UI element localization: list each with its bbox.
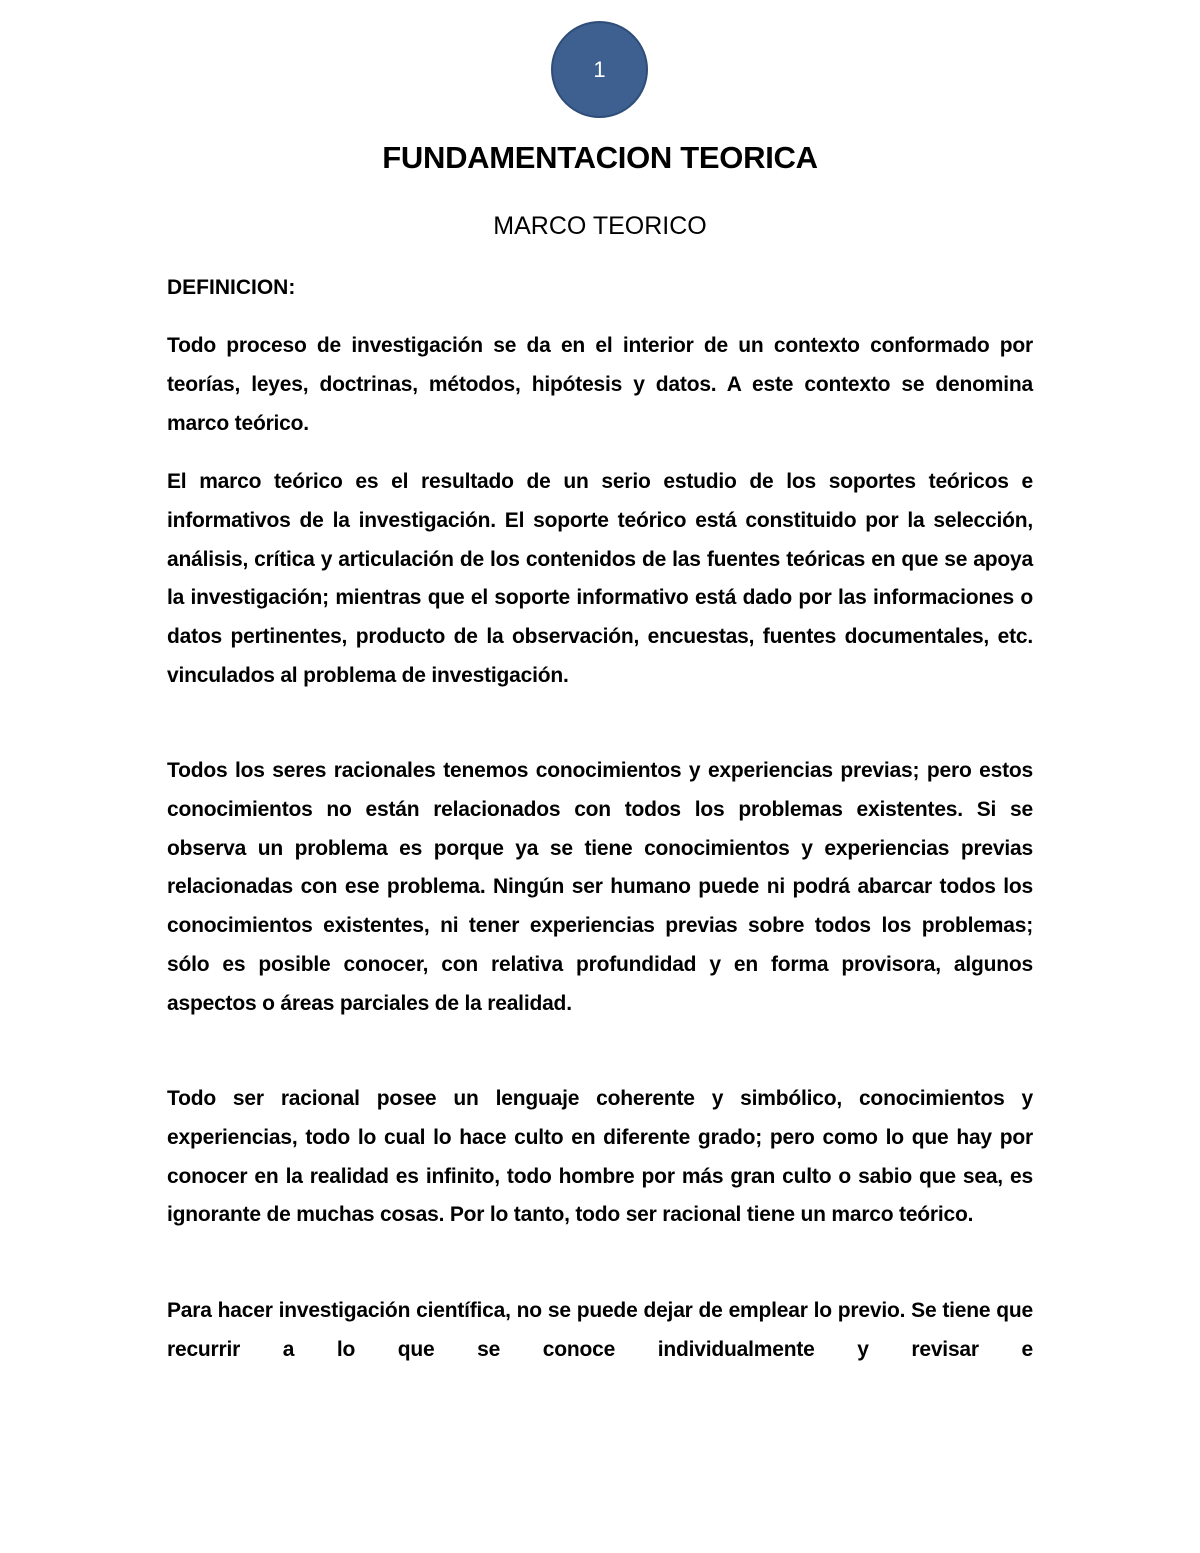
- paragraph-2: El marco teórico es el resultado de un serio estudio de los soportes teóricos e informativos de la investigación. El soporte teórico está constituido por la selección, análisis, crítica y articulación de los contenidos de las fuentes teóricas en que se apoya la investigación; mientras que el soporte informativo está dado por las informaciones o datos pertinentes, producto de la observación, encuestas, fuentes documentales, etc. vinculados al problema de investigación.: [167, 470, 1033, 687]
- section-label: DEFINICION:: [167, 276, 296, 299]
- document-subtitle: MARCO TEORICO: [493, 212, 707, 240]
- paragraph-4: Todo ser racional posee un lenguaje coherente y simbólico, conocimientos y experiencias, todo lo cual lo hace culto en diferente grado; pero como lo que hay por conocer en la realidad es infinito, todo hombre por más gran culto o sabio que sea, es ignorante de muchas cosas. Por lo tanto, todo ser racional tiene un marco teórico.: [167, 1087, 1033, 1227]
- paragraph-1: Todo proceso de investigación se da en el interior de un contexto conformado por teorías, leyes, doctrinas, métodos, hipótesis y datos. A este contexto se denomina marco teórico.: [167, 334, 1033, 435]
- document-title: FUNDAMENTACION TEORICA: [382, 140, 818, 175]
- page-number-badge: [551, 21, 648, 118]
- page-number: 1: [593, 56, 606, 82]
- paragraph-5: Para hacer investigación científica, no se puede dejar de emplear lo previo. Se tiene que recurrir a lo que se conoce individualmente y revisar e: [167, 1299, 1033, 1361]
- paragraph-3: Todos los seres racionales tenemos conocimientos y experiencias previas; pero estos conocimientos no están relacionados con todos los problemas existentes. Si se observa un problema es porque ya se tiene conocimientos y experiencias previas relacionadas con ese problema. Ningún ser humano puede ni podrá abarcar todos los conocimientos existentes, ni tener experiencias previas sobre todos los problemas; sólo es posible conocer, con relativa profundidad y en forma provisora, algunos aspectos o áreas parciales de la realidad.: [167, 759, 1033, 1015]
